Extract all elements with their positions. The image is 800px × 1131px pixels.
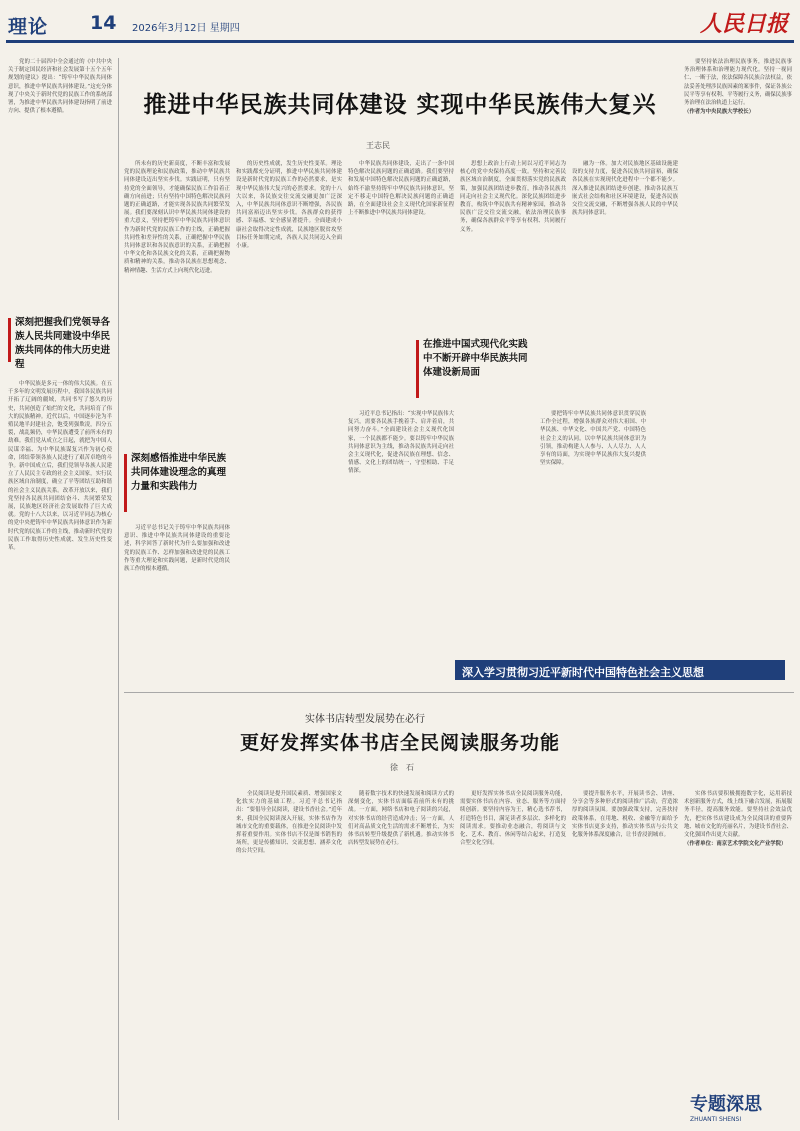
column-7-text — [684, 58, 792, 638]
a2-col1-paragraph: 全民阅读是提升国民素质、增强国家文化软实力的基础工程。习近平总书记指出：“要倡导全民阅读，建设书香社会。”近年来，我国全民阅读深入开展，实体书店作为城市文化的重要载体，在推进全民阅读中发挥着重要作用。实体书店不仅是图书销售的场所，更是传播知识、交流思想、涵养文化的公共空间。 — [236, 791, 342, 855]
author-note: （作者为中央民族大学校长） — [684, 109, 755, 116]
col7-paragraph: 要坚持依法治理民族事务，推进民族事务治理体系和治理能力现代化。坚持一视同仁、一断于法，依法保障各民族合法权益，依法妥善处理涉民族因素的案事件，保证各族公民平等享有权利、平等履行义务，确保民族事务治理在法治轨道上运行。 — [684, 59, 792, 107]
col5b-paragraph: 要把铸牢中华民族共同体意识贯穿民族工作全过程，增强各族群众对伟大祖国、中华民族、中华文化、中国共产党、中国特色社会主义的认同。以中华民族共同体意识为引领，推动构建人人参与、人人尽力、人人享有的局面，为实现中华民族伟大复兴提供坚实保障。 — [540, 411, 646, 467]
column-5-text — [460, 160, 566, 330]
a2-col3-paragraph: 更好发挥实体书店全民阅读服务功能，需要实体书店在内容、业态、服务等方面持续创新。要坚持内容为王，精心选书荐书，打造特色书目，满足读者多层次、多样化的阅读需求。要推动业态融合，将阅读与文化、艺术、教育、休闲等结合起来，打造复合型文化空间。 — [460, 791, 566, 847]
subhead-bar — [416, 340, 419, 398]
lead-text: 党的二十届四中全会通过的《中共中央关于制定国民经济和社会发展第十五个五年规划的建议》提出：“铸牢中华民族共同体意识，推进中华民族共同体建设。”这充分体现了中央关于新时代党的民族工作的系统部署，为推进中华民族共同体建设指明了前进方向、提供了根本遵循。 — [8, 59, 112, 115]
col5-paragraph: 思想上政治上行动上同以习近平同志为核心的党中央保持高度一致。坚持和完善民族区域自治制度，全面贯彻落实党的民族政策，加强民族团结进步教育，推动各民族共同走向社会主义现代化。深化民族团结进步教育，构筑中华民族共有精神家园，推动各民族广泛交往交流交融，依法治理民族事务，确保各族群众平等享有权利、共同履行义务。 — [460, 161, 566, 233]
subhead-bar — [124, 454, 127, 512]
theme-banner-text: 深入学习贯彻习近平新时代中国特色社会主义思想 — [462, 666, 704, 679]
col4-paragraph: 中华民族共同体建设，走出了一条中国特色解决民族问题的正确道路。我们要坚持和发展中国特色解决民族问题的正确道路，始终不渝坚持铸牢中华民族共同体意识，坚定不移走中国特色解决民族问题的正确道路，在全面建设社会主义现代化国家新征程上不断推进中华民族共同体建设。 — [348, 161, 454, 217]
column-2-text — [124, 160, 230, 460]
a2-col4-paragraph: 要提升服务水平，开展读书会、讲座、分享会等多种形式的阅读推广活动，营造浓厚的阅读氛围。要加强政策支持，完善扶持政策体系，在用地、税收、金融等方面给予实体书店更多支持，推动实体书店与公共文化服务体系深度融合，让书香浸润城市。 — [572, 791, 678, 839]
subhead-2: 深刻感悟推进中华民族共同体建设理念的真理力量和实践伟力 — [131, 453, 227, 492]
subhead-3: 在推进中国式现代化实践中不断开辟中华民族共同体建设新局面 — [423, 339, 528, 378]
column-logo: 专题深思 — [690, 1094, 762, 1115]
article-2-title: 更好发挥实体书店全民阅读服务功能 — [240, 732, 561, 754]
column-3-text — [236, 160, 342, 654]
a2-col2-paragraph: 随着数字技术的快速发展和阅读方式的深刻变化，实体书店面临着前所未有的挑战。一方面，网络书店和电子阅读的兴起，对实体书店的经营造成冲击；另一方面，人们对高品质文化生活的需求不断增长，为实体书店转型升级提供了新机遇。推动实体书店转型发展势在必行。 — [348, 791, 454, 847]
column-2b-text — [124, 524, 230, 654]
article-kicker: 实体书店转型发展势在必行 — [305, 714, 425, 725]
issue-date: 2026年3月12日 星期四 — [132, 23, 240, 34]
subhead-1: 深刻把握我们党领导各族人民共同建设中华民族共同体的伟大历史进程 — [15, 317, 111, 370]
a2-column-1 — [236, 790, 342, 1120]
masthead-rule — [6, 40, 794, 43]
a2-column-2 — [348, 790, 454, 1120]
a2-col5-paragraph: 实体书店要积极拥抱数字化，运用新技术创新服务方式，线上线下融合发展，拓展服务半径，提高服务效能。要坚持社会效益优先，把实体书店建设成为全民阅读的重要阵地、城市文化的亮丽名片，为建设书香社会、文化强国作出更大贡献。 — [684, 791, 792, 839]
article-byline: 王志民 — [366, 141, 390, 150]
column-5b-text — [540, 410, 646, 654]
subhead-bar — [8, 318, 11, 362]
a2-column-3 — [460, 790, 566, 1120]
col2b-paragraph: 习近平总书记关于铸牢中华民族共同体意识、推进中华民族共同体建设的重要论述，科学回答了新时代为什么要加强和改进党的民族工作、怎样加强和改进党的民族工作等重大理论和实践问题，是新时代党的民族工作的根本遵循。 — [124, 525, 230, 573]
column-4b-text — [348, 410, 454, 654]
col3-paragraph: 的历史性成就，发生历史性变革。理论和实践都充分证明，推进中华民族共同体建设是新时代党的民族工作的必然要求，是实现中华民族伟大复兴的必然要求。党的十八大以来，各民族交往交流交融更加广泛深入，中华民族共同体意识不断增强，各民族共同富裕迈出坚实步伐。各族群众的获得感、幸福感、安全感显著提升。全面建成小康社会取得决定性成就，民族地区脱贫攻坚目标任务如期完成，各族人民共同迈入全面小康。 — [236, 161, 342, 250]
page-number: 14 — [90, 12, 117, 34]
article-title: 推进中华民族共同体建设 实现中华民族伟大复兴 — [143, 92, 657, 118]
lead-paragraph — [8, 58, 112, 288]
column-6-text — [572, 160, 678, 400]
a2-column-5 — [684, 790, 792, 1080]
a2-column-4 — [572, 790, 678, 1120]
article-2-byline: 徐 石 — [390, 763, 414, 772]
masthead — [6, 4, 794, 40]
col4b-paragraph: 习近平总书记指出：“实现中华民族伟大复兴，需要各民族手挽着手、肩并着肩，共同努力奋斗。”全面建设社会主义现代化国家，一个民族都不能少。要以铸牢中华民族共同体意识为主线，推动各民族共同走向社会主义现代化，促进各民族在理想、信念、情感、文化上的团结统一，守望相助、手足情深。 — [348, 411, 454, 475]
column-logo-sub: ZHUANTI SHENSI — [690, 1116, 742, 1123]
section-rule — [124, 692, 794, 693]
column-divider — [118, 58, 119, 1120]
a2-author-note: （作者单位：南京艺术学院文化产业学院） — [684, 841, 787, 848]
col6-paragraph: 融为一体。加大对民族地区基础设施建设的支持力度，促进各民族共同富裕，确保各民族在实现现代化进程中一个都不能少。深入推进民族团结进步创建，推动各民族互嵌式社会结构和社区环境建设，促进各民族交往交流交融，不断增强各族人民的中华民族共同体意识。 — [572, 161, 678, 217]
column-1-text — [8, 380, 112, 1120]
col2-paragraph: 所未有的历史新高度，不断丰富和发展党的民族理论和民族政策，推动中华民族共同体建设迈出坚实步伐。实践证明，只有坚持党的全面领导，才能确保民族工作沿着正确方向前进；只有坚持中国特色解决民族问题的正确道路，才能实现各民族共同繁荣发展。我们要深刻认识中华民族共同体建设的重大意义，坚持把铸牢中华民族共同体意识作为新时代党的民族工作的主线，正确把握共同性和差异性的关系，正确把握中华民族共同体意识和各民族意识的关系，正确把握中华文化和各民族文化的关系，正确把握物质和精神的关系，推动各民族在思想观念、精神情趣、生活方式上向现代化迈进。 — [124, 161, 230, 274]
newspaper-logo: 人民日报 — [699, 11, 788, 37]
col1-paragraph: 中华民族是多元一体的伟大民族。在五千多年的文明发展历程中，我国各民族共同开拓了辽阔的疆域，共同书写了悠久的历史，共同创造了灿烂的文化，共同培育了伟大的民族精神。近代以后，中国逐步沦为半殖民地半封建社会，饱受列强欺凌，四分五裂，战乱频仍，中华民族遭受了前所未有的劫难。我们党从成立之日起，就把为中国人民谋幸福、为中华民族谋复兴作为初心使命，团结带领各族人民进行了艰苦卓绝的斗争。新中国成立后，我们党领导各族人民建立了人民民主专政的社会主义国家，实行民族区域自治制度，确立了平等团结互助和谐的社会主义民族关系。改革开放以来，我们党坚持各民族共同团结奋斗、共同繁荣发展，民族地区经济社会发展取得了巨大成就。党的十八大以来，以习近平同志为核心的党中央把铸牢中华民族共同体意识作为新时代党的民族工作的主线，推动新时代党的民族工作取得历史性成就、发生历史性变革。 — [8, 381, 112, 552]
section-name: 理论 — [8, 16, 49, 38]
